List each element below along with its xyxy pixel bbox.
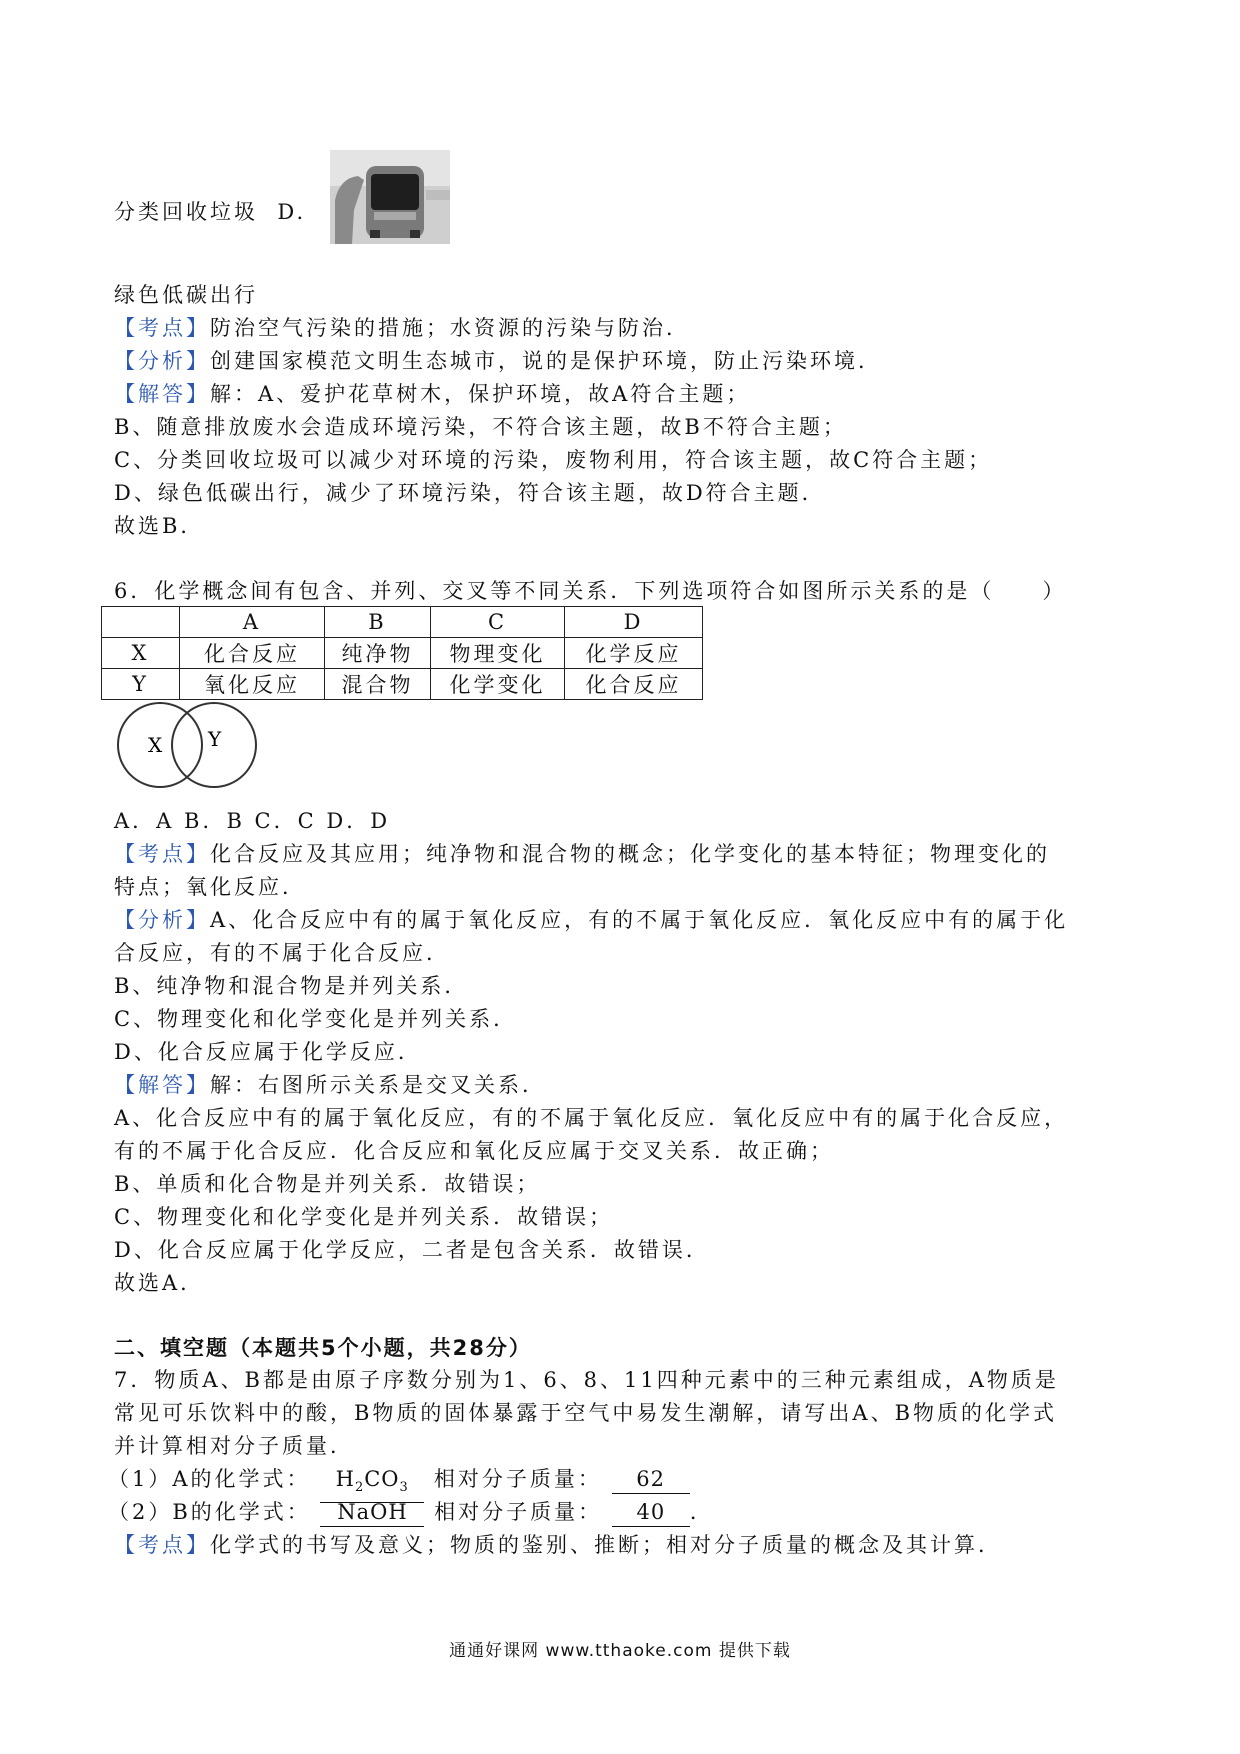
kaodian-text: 化合反应及其应用；纯净物和混合物的概念；化学变化的基本特征；物理变化的 (210, 842, 1050, 866)
table-cell: A (180, 607, 325, 638)
q6-fenxi-c: C、物理变化和化学变化是并列关系． (114, 1007, 518, 1031)
q7-stem-3: 并计算相对分子质量． (114, 1434, 354, 1458)
q7-kaodian (114, 1531, 1002, 1559)
venn-label-y: Y (208, 727, 222, 751)
option-c-row (114, 198, 306, 226)
q5-jieda (114, 380, 750, 408)
q6-jieda (114, 1071, 546, 1099)
q7-stem-1: 7．物质A、B都是由原子序数分别为1、6、8、11四种元素中的三种元素组成，A物质是 (114, 1368, 1059, 1392)
q6-jieda-a1: A、化合反应中有的属于氧化反应，有的不属于氧化反应．氧化反应中有的属于化合反应， (114, 1106, 1069, 1130)
fenxi-tag: 【分析】 (114, 349, 210, 373)
table-cell: Y (102, 669, 180, 700)
q5-line-d: D、绿色低碳出行，减少了环境污染，符合该主题，故D符合主题． (114, 481, 826, 505)
fenxi-text: A、化合反应中有的属于氧化反应，有的不属于氧化反应．氧化反应中有的属于化 (210, 908, 1069, 932)
table-cell: C (431, 607, 565, 638)
q6-jieda-c: C、物理变化和化学变化是并列关系．故错误； (114, 1205, 614, 1229)
jieda-tag: 【解答】 (114, 382, 210, 406)
table-cell: D (565, 607, 703, 638)
bus-photo (330, 150, 450, 244)
q5-fenxi (114, 347, 882, 375)
q6-fenxi-d: D、化合反应属于化学反应． (114, 1040, 422, 1064)
q6-jieda-a2: 有的不属于化合反应．化合反应和氧化反应属于交叉关系．故正确； (114, 1139, 834, 1163)
option-d-text: 绿色低碳出行 (114, 283, 258, 307)
q7-stem-2: 常见可乐饮料中的酸，B物质的固体暴露于空气中易发生潮解，请写出A、B物质的化学式 (114, 1401, 1058, 1425)
jieda-text: 解：A、爱护花草树木，保护环境，故A符合主题； (210, 382, 751, 406)
q6-fenxi-b: B、纯净物和混合物是并列关系． (114, 974, 469, 998)
table-cell: 化学反应 (565, 638, 703, 669)
kaodian-tag: 【考点】 (114, 316, 210, 340)
q6-conclusion: 故选A． (114, 1271, 205, 1295)
q5-kaodian (114, 314, 690, 342)
q6-jieda-b: B、单质和化合物是并列关系．故错误； (114, 1172, 541, 1196)
kaodian-text: 化学式的书写及意义；物质的鉴别、推断；相对分子质量的概念及其计算． (210, 1533, 1002, 1557)
part-prefix: （2）B的化学式： (108, 1500, 311, 1524)
fenxi-text: 创建国家模范文明生态城市，说的是保护环境，防止污染环境． (210, 349, 882, 373)
q5-conclusion: 故选B． (114, 514, 205, 538)
option-c-text: 分类回收垃圾 (114, 200, 258, 224)
table-cell: 化合反应 (565, 669, 703, 700)
q5-line-c: C、分类回收垃圾可以减少对环境的污染，废物利用，符合该主题，故C符合主题； (114, 448, 993, 472)
bus-image (330, 150, 450, 244)
table-header-row (102, 607, 703, 638)
table-cell: B (325, 607, 431, 638)
answer-mass-a: 62 (612, 1465, 690, 1494)
q6-jieda-d: D、化合反应属于化学反应，二者是包含关系．故错误． (114, 1238, 710, 1262)
table-cell: 化合反应 (180, 638, 325, 669)
kaodian-text: 防治空气污染的措施；水资源的污染与防治． (210, 316, 690, 340)
table-cell: X (102, 638, 180, 669)
relation-table (101, 606, 703, 700)
table-cell: 氧化反应 (180, 669, 325, 700)
part-mid: 相对分子质量： (434, 1500, 603, 1524)
table-cell: 化学变化 (431, 669, 565, 700)
answer-formula-a: $H_2CO_3$ (320, 1465, 424, 1503)
table-row (102, 638, 703, 669)
table-cell (102, 607, 180, 638)
q6-kaodian-cont: 特点；氧化反应． (114, 875, 306, 899)
table-cell: 物理变化 (431, 638, 565, 669)
jieda-tag: 【解答】 (114, 1073, 210, 1097)
part-end: ． (689, 1500, 714, 1524)
kaodian-tag: 【考点】 (114, 1533, 210, 1557)
table-cell: 混合物 (325, 669, 431, 700)
q6-fenxi (114, 906, 1068, 934)
q7-part-2 (108, 1498, 714, 1527)
part-prefix: （1）A的化学式： (108, 1467, 311, 1491)
jieda-text: 解：右图所示关系是交叉关系． (210, 1073, 546, 1097)
q6-kaodian (114, 840, 1050, 868)
q6-choices: A．A B．B C．C D．D (114, 809, 391, 833)
kaodian-tag: 【考点】 (114, 842, 210, 866)
fenxi-tag: 【分析】 (114, 908, 210, 932)
part-mid: 相对分子质量： (433, 1467, 602, 1491)
section-heading: 二、填空题（本题共5个小题，共28分） (114, 1336, 532, 1360)
venn-label-x: X (148, 733, 163, 757)
venn-diagram (112, 695, 262, 795)
answer-mass-b: 40 (612, 1498, 690, 1527)
option-d-label: D. (277, 200, 307, 224)
q5-line-b: B、随意排放废水会造成环境污染，不符合该主题，故B不符合主题； (114, 415, 847, 439)
footer-credit: 通通好课网 www.tthaoke.com 提供下载 (449, 1641, 791, 1661)
answer-formula-b: NaOH (320, 1498, 424, 1527)
q6-fenxi-cont: 合反应，有的不属于化合反应． (114, 941, 450, 965)
table-cell: 纯净物 (325, 638, 431, 669)
q6-stem: 6．化学概念间有包含、并列、交叉等不同关系．下列选项符合如图所示关系的是（ ） (114, 579, 1067, 603)
